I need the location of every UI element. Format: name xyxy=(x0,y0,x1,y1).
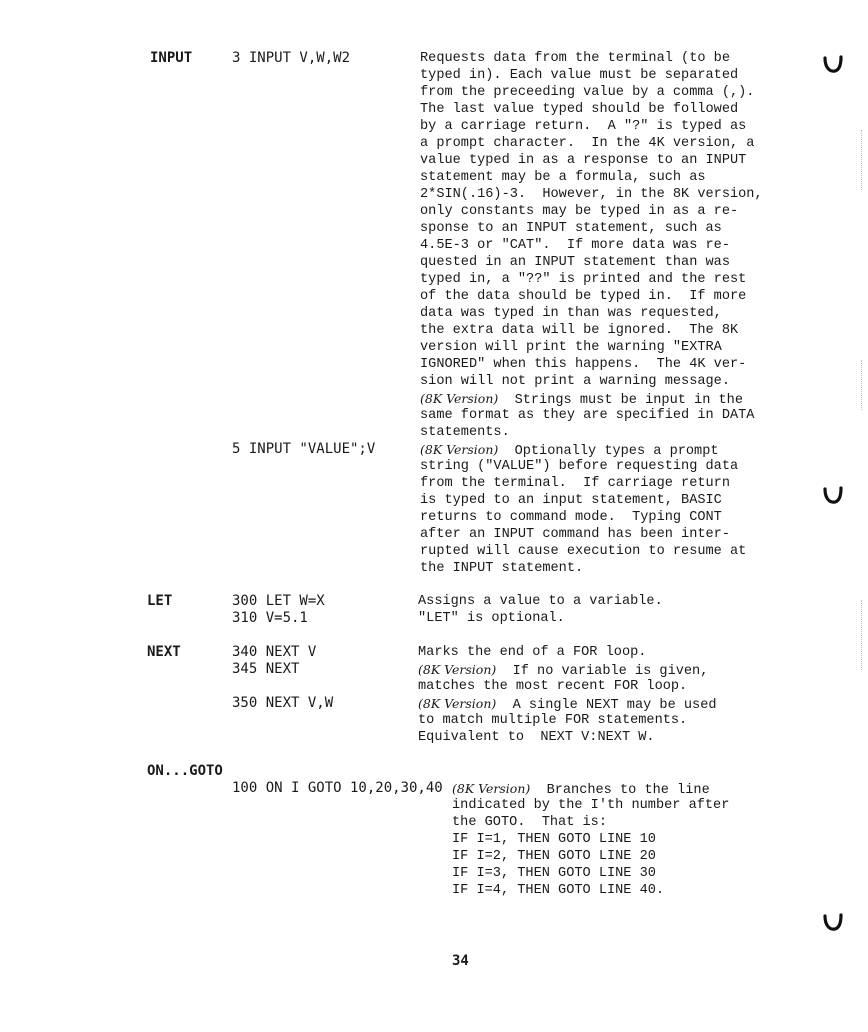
desc-line xyxy=(418,695,717,712)
binder-hole-mark-icon xyxy=(822,485,844,507)
description-next xyxy=(418,644,717,746)
desc-line: a prompt character. In the 4K version, a xyxy=(420,136,755,151)
version-tag: (8K Version) xyxy=(418,662,497,677)
desc-line: matches the most recent FOR loop. xyxy=(418,679,688,694)
desc-line: the extra data will be ignored. The 8K xyxy=(420,323,739,338)
desc-line: Assigns a value to a variable. xyxy=(418,594,663,609)
desc-line: quested in an INPUT statement than was xyxy=(420,255,730,270)
keyword-next: NEXT xyxy=(147,644,181,660)
example-next-2: 345 NEXT xyxy=(232,661,300,677)
desc-line: the INPUT statement. xyxy=(420,561,584,576)
desc-line: string ("VALUE") before requesting data xyxy=(420,459,739,474)
desc-line: The last value typed should be followed xyxy=(420,102,739,117)
example-on-goto: 100 ON I GOTO 10,20,30,40 xyxy=(232,780,443,796)
binder-hole-mark-icon xyxy=(822,54,844,76)
example-let-2: 310 V=5.1 xyxy=(232,610,308,626)
example-next-3: 350 NEXT V,W xyxy=(232,695,334,711)
desc-line: after an INPUT command has been inter- xyxy=(420,527,730,542)
scan-edge-mark xyxy=(861,360,863,410)
page-number: 34 xyxy=(452,953,469,969)
desc-line: the GOTO. That is: xyxy=(452,815,607,830)
desc-line: IF I=4, THEN GOTO LINE 40. xyxy=(452,883,665,898)
desc-line: statement may be a formula, such as xyxy=(420,170,706,185)
example-let-1: 300 LET W=X xyxy=(232,593,325,609)
desc-line: indicated by the I'th number after xyxy=(452,798,730,813)
desc-line: typed in). Each value must be separated xyxy=(420,68,739,83)
version-tag: (8K Version) xyxy=(418,696,497,711)
desc-line xyxy=(420,390,763,407)
desc-line: returns to command mode. Typing CONT xyxy=(420,510,722,525)
desc-line: statements. xyxy=(420,425,510,440)
desc-line: sion will not print a warning message. xyxy=(420,374,730,389)
desc-line xyxy=(420,441,746,458)
desc-line: IF I=3, THEN GOTO LINE 30 xyxy=(452,866,656,881)
keyword-let: LET xyxy=(147,593,173,609)
desc-line: only constants may be typed in as a re- xyxy=(420,204,739,219)
desc-line: IF I=2, THEN GOTO LINE 20 xyxy=(452,849,656,864)
example-input-2: 5 INPUT "VALUE";V xyxy=(232,441,376,457)
desc-line: IF I=1, THEN GOTO LINE 10 xyxy=(452,832,656,847)
version-tag: (8K Version) xyxy=(420,391,499,406)
description-input-1 xyxy=(420,50,763,441)
keyword-input: INPUT xyxy=(150,50,193,66)
desc-text: Strings must be input in the xyxy=(498,393,743,408)
description-input-2 xyxy=(420,441,746,577)
desc-line: version will print the warning "EXTRA xyxy=(420,340,722,355)
desc-line: to match multiple FOR statements. xyxy=(418,713,688,728)
desc-line: rupted will cause execution to resume at xyxy=(420,544,747,559)
version-tag: (8K Version) xyxy=(452,781,531,796)
desc-line xyxy=(418,661,717,678)
example-next-1: 340 NEXT V xyxy=(232,644,317,660)
desc-line xyxy=(452,780,729,797)
desc-line: 4.5E-3 or "CAT". If more data was re- xyxy=(420,238,730,253)
desc-line: "LET" is optional. xyxy=(418,611,565,626)
desc-line: Equivalent to NEXT V:NEXT W. xyxy=(418,730,655,745)
desc-line: by a carriage return. A "?" is typed as xyxy=(420,119,747,134)
desc-line: IGNORED" when this happens. The 4K ver- xyxy=(420,357,747,372)
desc-line: Requests data from the terminal (to be xyxy=(420,51,730,66)
desc-text: A single NEXT may be used xyxy=(496,698,717,713)
example-input-1: 3 INPUT V,W,W2 xyxy=(232,50,351,66)
desc-line: same format as they are specified in DATA xyxy=(420,408,755,423)
desc-line: value typed in as a response to an INPUT xyxy=(420,153,747,168)
binder-hole-mark-icon xyxy=(822,912,844,934)
scan-edge-mark xyxy=(861,600,863,670)
scan-edge-mark xyxy=(861,130,863,190)
desc-line: from the preceeding value by a comma (,). xyxy=(420,85,755,100)
description-let xyxy=(418,593,663,627)
desc-line: of the data should be typed in. If more xyxy=(420,289,747,304)
description-on-goto xyxy=(452,780,729,899)
desc-text: Branches to the line xyxy=(530,783,710,798)
desc-text: Optionally types a prompt xyxy=(498,444,719,459)
desc-line: from the terminal. If carriage return xyxy=(420,476,730,491)
desc-line: 2*SIN(.16)-3. However, in the 8K version, xyxy=(420,187,763,202)
desc-line: is typed to an input statement, BASIC xyxy=(420,493,722,508)
desc-line: sponse to an INPUT statement, such as xyxy=(420,221,722,236)
desc-line: Marks the end of a FOR loop. xyxy=(418,645,647,660)
desc-text: If no variable is given, xyxy=(496,664,709,679)
version-tag: (8K Version) xyxy=(420,442,499,457)
desc-line: data was typed in than was requested, xyxy=(420,306,722,321)
keyword-on-goto: ON...GOTO xyxy=(147,763,223,779)
desc-line: typed in, a "??" is printed and the rest xyxy=(420,272,747,287)
